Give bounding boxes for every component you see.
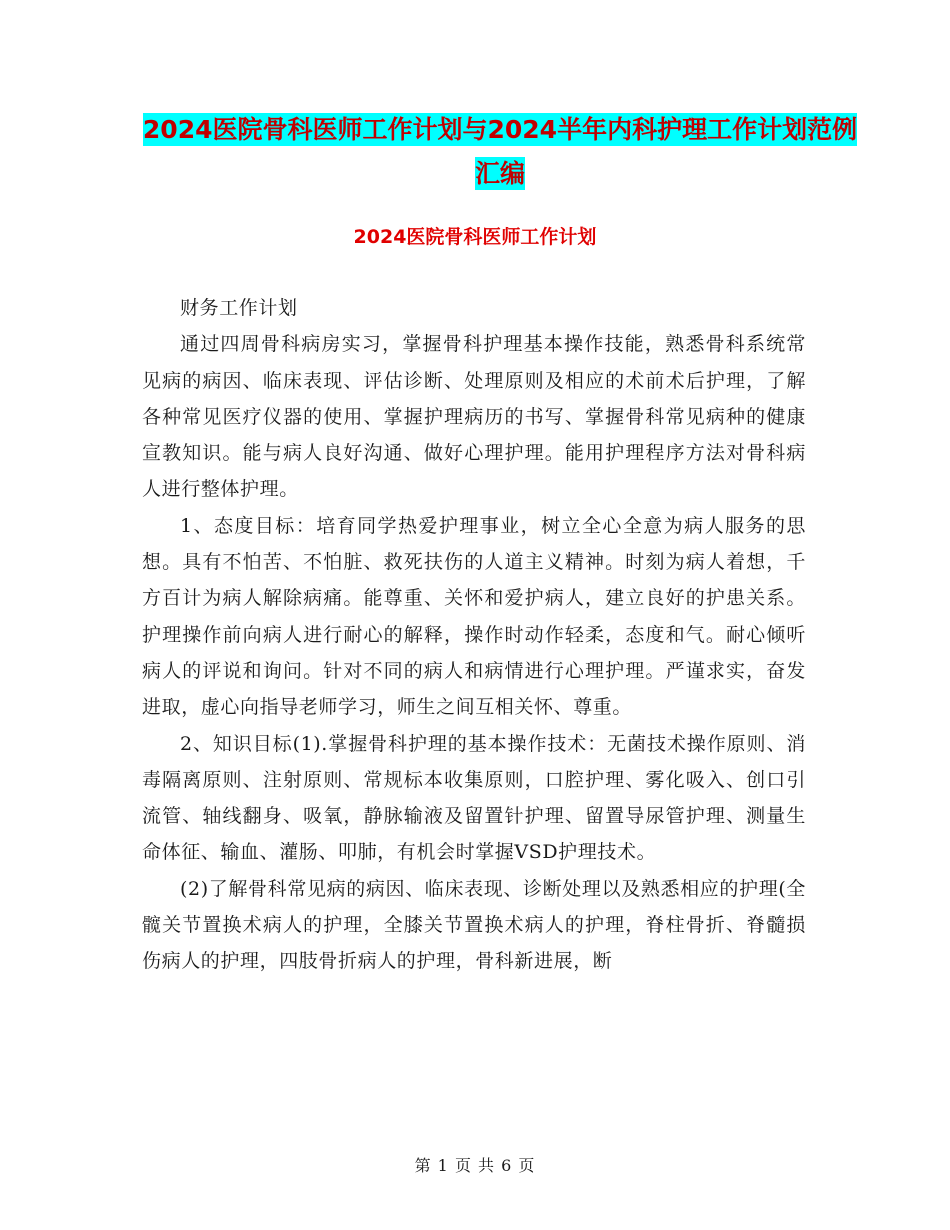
paragraph: 财务工作计划 — [180, 297, 298, 319]
paragraph: (2)了解骨科常见病的病因、临床表现、诊断处理以及熟悉相应的护理(全髋关节置换术病人的护理，全膝关节置换术病人的护理，脊柱骨折、脊髓损伤病人的护理，四肢骨折病人的护理，骨科新进展，断 — [142, 877, 806, 973]
document-title-block — [140, 108, 860, 196]
document-title — [140, 108, 860, 196]
paragraph: 通过四周骨科病房实习，掌握骨科护理基本操作技能，熟悉骨科系统常见病的病因、临床表现、评估诊断、处理原则及相应的术前术后护理，了解各种常见医疗仪器的使用、掌握护理病历的书写、掌握骨科常见病种的健康宣教知识。能与病人良好沟通、做好心理护理。能用护理程序方法对骨科病人进行整体护理。 — [142, 333, 806, 501]
paragraph: 2、知识目标(1).掌握骨科护理的基本操作技术：无菌技术操作原则、消毒隔离原则、注射原则、常规标本收集原则，口腔护理、雾化吸入、创口引流管、轴线翻身、吸氧，静脉输液及留置针护理、留置导尿管护理、测量生命体征、输血、灌肠、叩肺，有机会时掌握VSD护理技术。 — [142, 732, 806, 864]
section-title: 2024医院骨科医师工作计划 — [353, 226, 597, 248]
page-footer: 第 1 页 共 6 页 — [414, 1156, 536, 1175]
title-highlight: 2024医院骨科医师工作计划与2024半年内科护理工作计划范例汇编 — [142, 115, 858, 188]
document-body — [142, 290, 806, 980]
paragraph: 1、态度目标：培育同学热爱护理事业，树立全心全意为病人服务的思想。具有不怕苦、不怕脏、救死扶伤的人道主义精神。时刻为病人着想，千方百计为病人解除病痛。能尊重、关怀和爱护病人，建立良好的护患关系。护理操作前向病人进行耐心的解释，操作时动作轻柔，态度和气。耐心倾听病人的评说和询问。针对不同的病人和病情进行心理护理。严谨求实，奋发进取，虚心向指导老师学习，师生之间互相关怀、尊重。 — [142, 514, 806, 719]
